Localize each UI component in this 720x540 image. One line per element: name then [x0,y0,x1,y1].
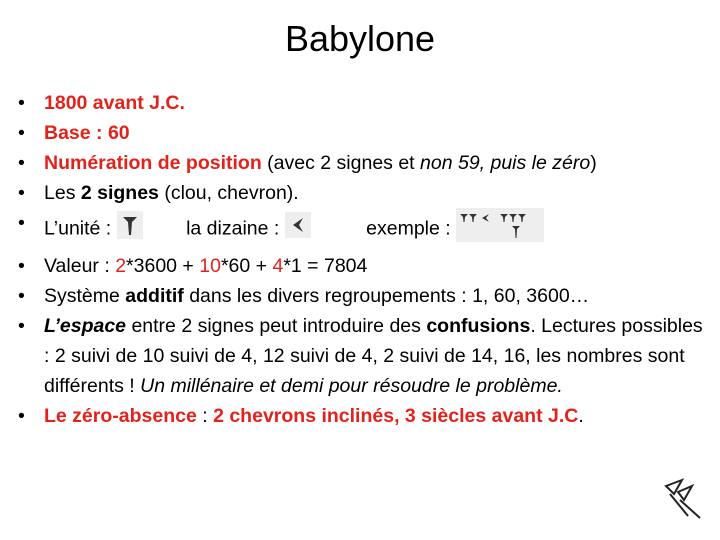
bullet-base [18,118,708,148]
confusions-bold: confusions [426,315,531,337]
value-text-4: *1 = 7804 [283,255,368,277]
value-text-1: Valeur : [44,255,116,277]
bullet-list [18,88,708,431]
value-digit-3: 4 [272,255,284,277]
bullet-dot-icon: • [18,212,25,234]
signs-bold: 2 signes [80,182,159,204]
bullet-additive [18,281,708,311]
additive-text-1: Système [44,285,126,307]
value-digit-1: 2 [115,255,127,277]
signs-text-2: (clou, chevron). [158,182,299,204]
zero-bold-2: 2 chevrons inclinés, 3 siècles avant J.C [213,405,579,427]
bullet-dot-icon: • [18,92,25,114]
cuneiform-zero-sign-icon [662,474,706,527]
bullet-unit-ten [18,208,708,251]
cuneiform-chevron-ten-icon [285,212,311,247]
numeration-italic: non 59, puis le zéro [420,152,591,174]
space-text-2: . Lectures possibles : 2 suivi de 10 suivi de 4, 12 suivi de 4, 2 suivi de 14, 16, les nombres sont différents ! [44,315,703,397]
example-label: exemple : [366,217,451,240]
bullet-zero [18,401,708,431]
bullet-dot-icon: • [18,315,25,337]
zero-text-2: . [578,405,584,427]
unit-label: L’unité : [44,217,112,240]
date-text: 1800 avant J.C. [44,92,185,114]
bullet-dot-icon: • [18,255,25,277]
bullet-dot-icon: • [18,405,25,427]
base-text: Base : 60 [44,122,130,144]
cuneiform-nail-unit-icon [117,211,143,248]
space-bold: L’espace [44,315,127,337]
cuneiform-example-7804-icon [456,208,544,251]
bullet-dot-icon: • [18,122,25,144]
signs-text-1: Les [44,182,81,204]
ten-label: la dizaine : [186,217,280,240]
bullet-dot-icon: • [18,182,25,204]
numeration-text-1: (avec 2 signes et [261,152,421,174]
zero-text-1: : [196,405,214,427]
numeration-bold: Numération de position [44,152,262,174]
slide-title: Babylone [284,18,436,59]
zero-bold-1: Le zéro-absence [44,405,197,427]
value-text-3: *60 + [220,255,273,277]
additive-text-2: dans les divers regroupements : 1, 60, 3600… [183,285,590,307]
bullet-numeration [18,148,708,178]
bullet-signs [18,178,708,208]
bullet-space [18,311,708,401]
additive-bold: additif [125,285,184,307]
bullet-dot-icon: • [18,285,25,307]
bullet-value [18,251,708,281]
value-digit-2: 10 [199,255,221,277]
numeration-text-2: ) [590,152,597,174]
space-italic: Un millénaire et demi pour résoudre le problème. [140,375,563,397]
bullet-dot-icon: • [18,152,25,174]
bullet-date [18,88,708,118]
value-text-2: *3600 + [126,255,200,277]
space-text-1: entre 2 signes peut introduire des [126,315,427,337]
